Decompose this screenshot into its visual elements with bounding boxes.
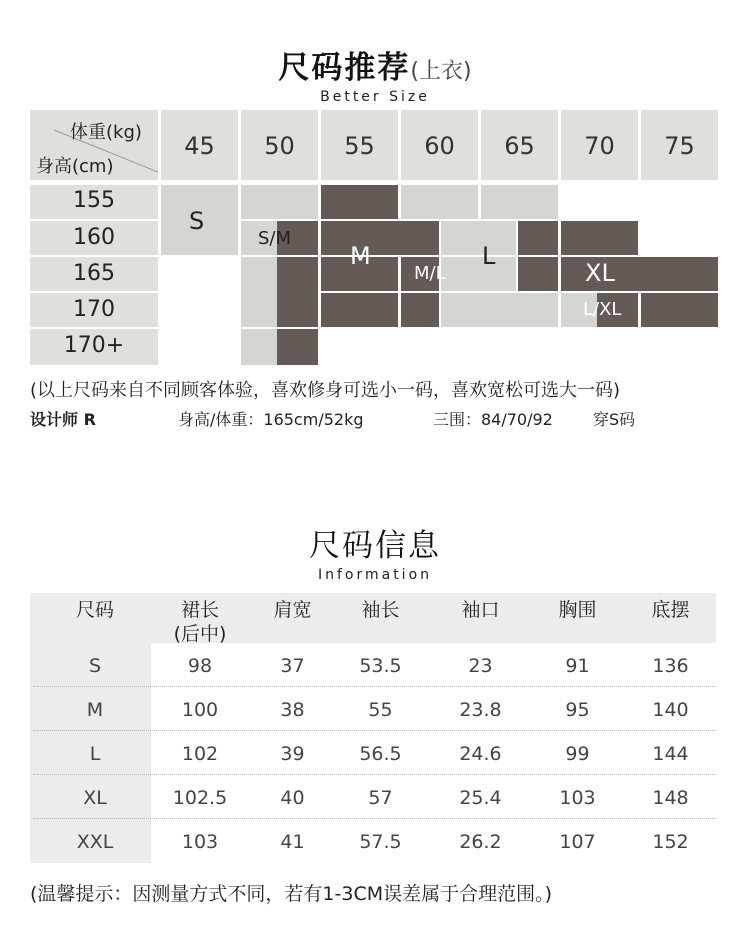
row-divider [33,686,715,687]
grid-cell-dark [518,257,558,291]
rec-title-main: 尺码推荐 [278,50,411,86]
cell-size: XL [83,787,107,809]
cell-hem: 152 [652,831,689,853]
grid-cell-dark [561,221,638,255]
height-label-160: 160 [73,225,115,250]
height-label-155: 155 [73,188,115,213]
cell-chest: 95 [565,699,590,721]
cell-shoulder: 37 [280,655,305,677]
grid-cell-light [241,329,277,365]
weight-label-70: 70 [584,132,615,160]
height-label-165: 165 [73,261,115,286]
col-header-length [160,598,240,646]
cell-sleeve-length: 56.5 [359,743,402,765]
cell-shoulder: 41 [280,831,305,853]
grid-cell-light [441,257,516,291]
cell-length: 98 [187,655,213,677]
cell-sleeve-length: 57.5 [359,831,402,853]
info-title-en: Information [317,567,433,583]
weight-label-55: 55 [344,132,375,160]
col-header-cuff: 袖口 [461,599,500,621]
weight-label-60: 60 [424,132,455,160]
cell-chest: 107 [559,831,596,853]
cell-cuff: 26.2 [459,831,502,853]
col-header-shoulder: 肩宽 [273,599,312,621]
zone-label-l: L [482,242,496,270]
col-header-size: 尺码 [75,599,114,621]
cell-hem: 140 [652,699,689,721]
cell-sleeve-length: 55 [368,699,393,721]
grid-cell-light [401,185,478,219]
grid-cell-dark [277,329,318,365]
cell-chest: 103 [559,787,596,809]
cell-size: L [89,743,101,765]
model-size-worn: 穿S码 [593,410,636,429]
model-name: 设计师 R [30,410,96,429]
info-title-main: 尺码信息 [309,528,441,564]
cell-length: 103 [181,831,219,853]
col-header-sleeve-length: 袖长 [361,599,400,621]
col-header-chest: 胸围 [558,599,597,621]
zone-label-xl: XL [585,259,615,287]
col-header-length-label: 裙长 [180,599,219,621]
recommendation-note: (以上尺码来自不同顾客体验，喜欢修身可选小一码，喜欢宽松可选大一码) [30,380,621,401]
zone-label-lxl: L/XL [583,299,622,320]
weight-label-75: 75 [664,132,695,160]
grid-cell-dark [321,185,398,219]
cell-sleeve-length: 53.5 [359,655,402,677]
weight-label-45: 45 [184,132,215,160]
cell-cuff: 23.8 [459,699,502,721]
cell-chest: 99 [565,743,590,765]
size-info-title [0,520,750,583]
grid-cell-dark [518,221,558,255]
cell-hem: 136 [652,655,689,677]
zone-label-s: S [189,207,205,235]
grid-cell-dark [321,221,439,255]
grid-cell-dark [321,293,398,327]
corner-height-label: 身高(cm) [36,156,114,177]
cell-cuff: 23 [468,655,493,677]
size-recommendation-title [0,42,750,105]
grid-cell-dark [401,293,439,327]
cell-length: 102 [181,743,219,765]
cell-length: 102.5 [172,787,228,809]
corner-weight-label: 体重(kg) [70,122,142,143]
weight-label-65: 65 [504,132,535,160]
rec-title-sub: (上衣) [410,59,472,84]
cell-size: S [88,655,102,677]
footer-note: (温馨提示：因测量方式不同，若有1-3CM误差属于合理范围。) [30,883,553,905]
cell-hem: 144 [652,743,689,765]
col-header-hem: 底摆 [651,599,690,621]
cell-size: XXL [76,831,114,853]
row-divider [33,730,715,731]
grid-cell-light [241,257,277,327]
cell-chest: 91 [565,655,590,677]
grid-cell-light [241,185,318,219]
cell-shoulder: 39 [280,743,305,765]
cell-length: 100 [181,699,219,721]
cell-shoulder: 40 [280,787,305,809]
grid-cell-dark [277,257,318,327]
cell-size: M [86,699,104,721]
cell-sleeve-length: 57 [368,787,393,809]
weight-label-50: 50 [264,132,295,160]
grid-cell-light [441,221,516,255]
cell-cuff: 25.4 [459,787,502,809]
row-divider [33,774,715,775]
zone-label-sm: S/M [258,228,292,249]
zone-label-m: M [350,242,371,270]
row-divider [33,818,715,819]
cell-cuff: 24.6 [459,743,502,765]
col-header-length-note: (后中) [173,623,227,645]
model-measurements: 三围：84/70/92 [433,410,553,429]
zone-label-ml: M/L [414,263,446,284]
cell-shoulder: 38 [280,699,305,721]
grid-cell-light [481,185,558,219]
rec-title-en: Better Size [320,89,430,105]
cell-hem: 148 [652,787,689,809]
height-label-170: 170 [73,297,115,322]
height-label-170-plus: 170+ [63,333,125,358]
grid-cell-light [441,293,558,327]
grid-cell-dark [641,293,718,327]
model-body: 身高/体重：165cm/52kg [178,410,364,429]
